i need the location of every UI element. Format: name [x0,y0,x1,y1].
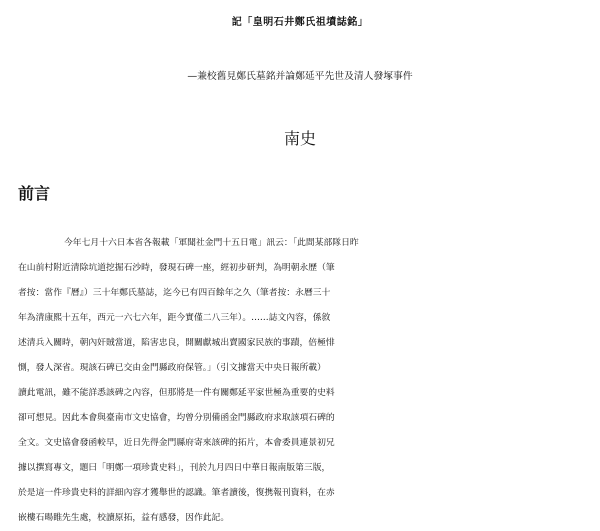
body-line: 全文。文史協會發函較早，近日先得金門縣府寄來該碑的拓片，本會委員連景初兄 [18,438,335,448]
article-title: 記「皇明石井鄭氏祖墳誌銘」 [231,17,369,28]
section-heading-preface: 前言 [18,184,51,203]
body-line: 據以撰寫專文，題曰「明鄭一項珍貴史料」，刊於九月四日中華日報南版第三版， [18,463,331,473]
article-body [18,231,586,531]
body-line: 嵌樓石暘睢先生處，校讀原拓，益有感發，因作此記。 [18,513,230,523]
body-line: 述清兵入關時，朝內奸賊當道，陷害忠良，開關獻城出賣國家民族的事蹟，倍極悱 [18,338,335,348]
body-line: 者按：當作『曆』）三十年鄭氏墓誌，迄今已有四百餘年之久（筆者按：永曆三十 [18,288,331,298]
body-line: 於是這一件珍貴史料的詳細內容才獲舉世的認識。筆者讀後，復携報刊資料，在赤 [18,488,335,498]
body-line: 在山前村附近清除坑道挖掘石沙時，發現石碑一座，經初步研判，為明朝永歷（筆 [18,263,335,273]
body-line: 卻可想見。因此本會與臺南市文史協會，均曾分別備函金門縣政府求取該項石碑的 [18,413,335,423]
author-name: 南史 [283,129,316,148]
body-line: 今年七月十六日本省各報載「軍聞社金門十五日電」訊云：「此間某部隊日昨 [64,238,359,248]
body-line: 讀此電訊，雖不能詳悉該碑之內容，但那將是一件有關鄭延平家世極為重要的史料 [18,388,335,398]
body-line: 惻，發人深省。現該石碑已交由金門縣政府保管。」（引文據當天中央日報所載） [18,363,326,373]
article-subtitle: —兼校舊見鄭氏墓銘并論鄭延平先世及清人發塚事件 [187,71,413,82]
body-line: 年為清康熙十五年，西元一六七六年，距今實僅二八三年）。……誌文內容，係敘 [18,313,331,323]
